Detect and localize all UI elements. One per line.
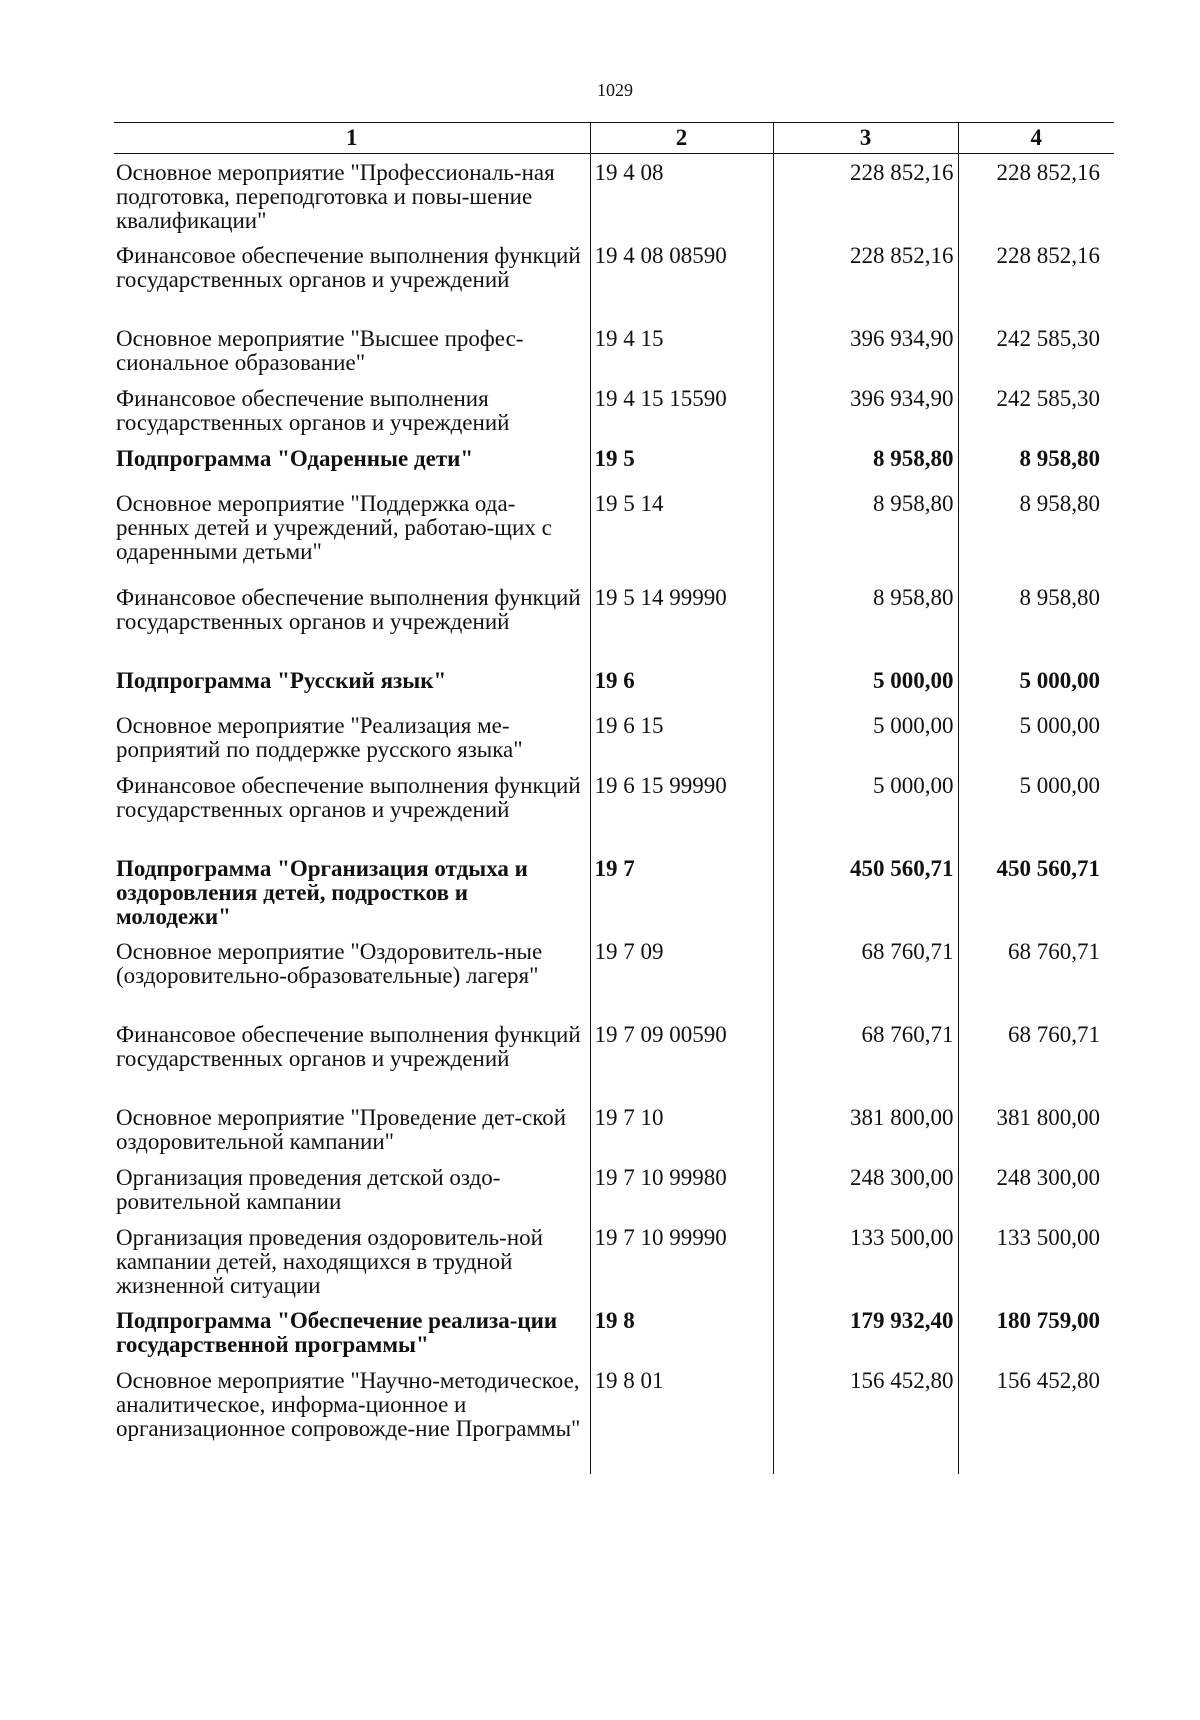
row-name: Основное мероприятие "Реализация ме-роприятий по поддержке русского языка" (116, 712, 523, 762)
table-row (114, 1302, 1114, 1362)
row-code: 19 7 10 99980 (590, 1159, 773, 1219)
row-value-4: 228 852,16 (958, 237, 1114, 320)
table-row (114, 1099, 1114, 1159)
row-code: 19 4 08 08590 (590, 237, 773, 320)
row-code: 19 5 14 99990 (590, 579, 773, 662)
row-value-4: 180 759,00 (958, 1302, 1114, 1362)
table-header (114, 123, 1114, 154)
row-name: Основное мероприятие "Научно-методическое, аналитическое, информа-ционное и организационное сопровожде-ние Программы" (116, 1367, 581, 1441)
table-row (114, 933, 1114, 1016)
row-code: 19 4 08 (590, 154, 773, 237)
table-row (114, 1362, 1114, 1474)
row-code: 19 5 (590, 440, 773, 485)
row-name: Финансовое обеспечение выполнения функций государственных органов и учреждений (116, 584, 581, 634)
row-value-4: 8 958,80 (958, 579, 1114, 662)
row-value-3: 133 500,00 (773, 1219, 958, 1302)
table-row (114, 579, 1114, 662)
row-value-4: 5 000,00 (958, 767, 1114, 850)
row-value-3: 248 300,00 (773, 1159, 958, 1219)
table-row (114, 380, 1114, 440)
row-value-4: 450 560,71 (958, 850, 1114, 933)
row-code: 19 6 (590, 662, 773, 707)
table-row (114, 662, 1114, 707)
row-code: 19 7 10 (590, 1099, 773, 1159)
row-value-4: 5 000,00 (958, 662, 1114, 707)
row-name: Основное мероприятие "Оздоровитель-ные (оздоровительно-образовательные) лагеря" (116, 938, 543, 988)
row-name: Финансовое обеспечение выполнения функций государственных органов и учреждений (116, 1021, 581, 1071)
column-header-2: 2 (590, 123, 773, 154)
header-row (114, 123, 1114, 154)
row-value-3: 179 932,40 (773, 1302, 958, 1362)
row-name: Подпрограмма "Обеспечение реализа-ции государственной программы" (116, 1307, 558, 1357)
row-value-3: 450 560,71 (773, 850, 958, 933)
table-body (114, 154, 1114, 1474)
row-name: Подпрограмма "Организация отдыха и оздоровления детей, подростков и молодежи" (116, 855, 528, 929)
row-code: 19 6 15 (590, 707, 773, 767)
row-value-3: 381 800,00 (773, 1099, 958, 1159)
row-value-3: 396 934,90 (773, 380, 958, 440)
row-value-3: 5 000,00 (773, 707, 958, 767)
table-row (114, 440, 1114, 485)
row-code: 19 7 (590, 850, 773, 933)
row-value-4: 68 760,71 (958, 933, 1114, 1016)
row-code: 19 4 15 (590, 320, 773, 380)
row-code: 19 7 10 99990 (590, 1219, 773, 1302)
row-code: 19 7 09 (590, 933, 773, 1016)
row-value-4: 381 800,00 (958, 1099, 1114, 1159)
table-row (114, 237, 1114, 320)
row-value-4: 242 585,30 (958, 380, 1114, 440)
table-row (114, 154, 1114, 237)
row-name: Финансовое обеспечение выполнения государственных органов и учреждений (116, 385, 510, 435)
row-code: 19 8 (590, 1302, 773, 1362)
row-value-4: 156 452,80 (958, 1362, 1114, 1474)
column-header-1: 1 (114, 123, 590, 154)
row-value-4: 242 585,30 (958, 320, 1114, 380)
row-code: 19 4 15 15590 (590, 380, 773, 440)
row-value-4: 5 000,00 (958, 707, 1114, 767)
row-name: Организация проведения детской оздо-ровительной кампании (116, 1164, 501, 1214)
row-name: Основное мероприятие "Профессиональ-ная подготовка, переподготовка и повы-шение квалификации" (116, 160, 555, 233)
row-name: Подпрограмма "Одаренные дети" (116, 445, 474, 471)
row-value-3: 68 760,71 (773, 1016, 958, 1099)
row-value-3: 68 760,71 (773, 933, 958, 1016)
row-value-4: 248 300,00 (958, 1159, 1114, 1219)
row-name: Основное мероприятие "Проведение дет-ской оздоровительной кампании" (116, 1104, 567, 1154)
table-row (114, 850, 1114, 933)
row-value-3: 8 958,80 (773, 440, 958, 485)
table-row (114, 1219, 1114, 1302)
row-value-3: 8 958,80 (773, 579, 958, 662)
row-name: Основное мероприятие "Высшее профес-сиональное образование" (116, 325, 524, 375)
row-name: Организация проведения оздоровитель-ной кампании детей, находящихся в трудной жизненной ситуации (116, 1224, 543, 1298)
row-name: Основное мероприятие "Поддержка ода-ренных детей и учреждений, работаю-щих с одаренными детьми" (116, 490, 552, 564)
row-value-4: 228 852,16 (958, 154, 1114, 237)
row-value-4: 8 958,80 (958, 440, 1114, 485)
row-name: Подпрограмма "Русский язык" (116, 667, 447, 693)
row-value-3: 8 958,80 (773, 485, 958, 579)
row-code: 19 7 09 00590 (590, 1016, 773, 1099)
row-value-4: 8 958,80 (958, 485, 1114, 579)
row-name: Финансовое обеспечение выполнения функций государственных органов и учреждений (116, 242, 581, 292)
row-value-3: 5 000,00 (773, 767, 958, 850)
row-value-3: 156 452,80 (773, 1362, 958, 1474)
row-code: 19 6 15 99990 (590, 767, 773, 850)
row-value-4: 68 760,71 (958, 1016, 1114, 1099)
table-row (114, 707, 1114, 767)
table-row (114, 1016, 1114, 1099)
row-value-3: 228 852,16 (773, 237, 958, 320)
row-value-4: 133 500,00 (958, 1219, 1114, 1302)
row-value-3: 5 000,00 (773, 662, 958, 707)
column-header-4: 4 (958, 123, 1114, 154)
row-code: 19 5 14 (590, 485, 773, 579)
budget-table (114, 122, 1114, 1474)
table-row (114, 485, 1114, 579)
row-name: Финансовое обеспечение выполнения функций государственных органов и учреждений (116, 772, 581, 822)
row-value-3: 228 852,16 (773, 154, 958, 237)
page-number: 1029 (597, 80, 633, 100)
table-row (114, 320, 1114, 380)
row-code: 19 8 01 (590, 1362, 773, 1474)
row-value-3: 396 934,90 (773, 320, 958, 380)
table-row (114, 1159, 1114, 1219)
column-header-3: 3 (773, 123, 958, 154)
table-row (114, 767, 1114, 850)
